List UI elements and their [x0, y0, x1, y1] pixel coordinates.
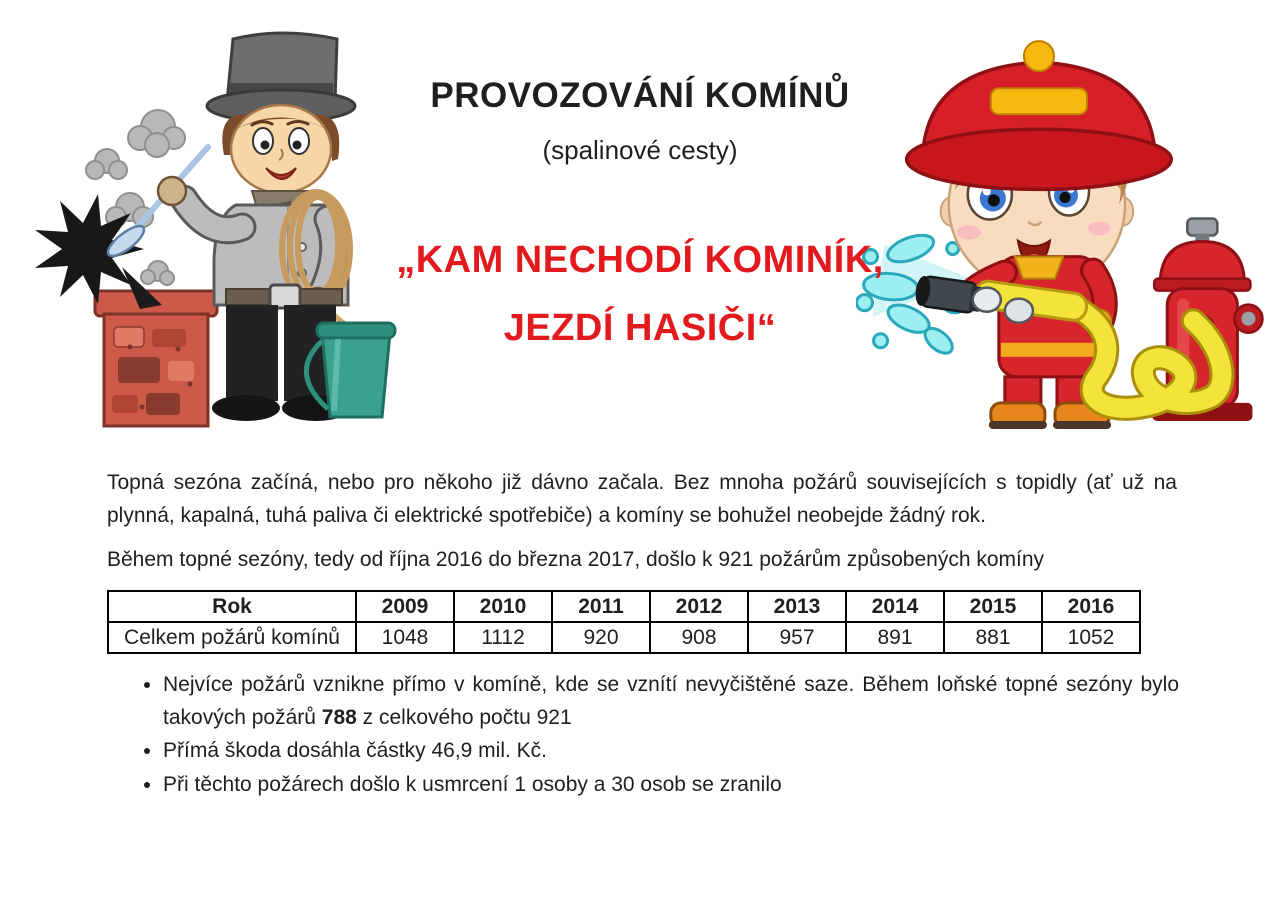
quote-line-2: JEZDÍ HASIČI“ [503, 307, 777, 349]
table-header-cell: 2009 [356, 591, 454, 622]
bullet-item-casualties: • Při těchto požárech došlo k usmrcení 1 osoby a 30 osob se zranilo [163, 769, 1179, 802]
table-cell: 1052 [1042, 622, 1140, 653]
page-subtitle: (spalinové cesty) [542, 135, 738, 165]
intro-paragraph: Topná sezóna začíná, nebo pro někoho již dávno začala. Bez mnoha požárů souvisejících s topidly (ať už na plynná, kapalná, tuhá paliva či elektrické spotřebiče) a komíny se bohužel neobejde žádný rok. [107, 471, 1177, 527]
quote-heading [320, 226, 960, 362]
fires-table-wrapper [107, 590, 1141, 654]
bullet-1-bold-number: 788 [321, 705, 357, 729]
table-header-cell: 2014 [846, 591, 944, 622]
quote-line-1: „KAM NECHODÍ KOMINÍK, [396, 239, 884, 281]
table-row-label: Celkem požárů komínů [108, 622, 356, 653]
bullet-list-wrapper [107, 669, 1179, 802]
table-header-row [108, 591, 1140, 622]
bullet-list [107, 669, 1179, 801]
chimney-fires-table [107, 590, 1141, 654]
table-cell: 957 [748, 622, 846, 653]
chimney-sweep-image [30, 8, 410, 440]
bullet-1-text-2: z celkového počtu 921 [356, 705, 572, 729]
table-header-cell: 2016 [1042, 591, 1140, 622]
season-paragraph: Během topné sezóny, tedy od října 2016 do března 2017, došlo k 921 požárům způsobených komíny [107, 548, 1045, 571]
firefighter-image [856, 4, 1278, 442]
table-cell: 908 [650, 622, 748, 653]
table-cell: 920 [552, 622, 650, 653]
table-header-cell: Rok [108, 591, 356, 622]
page-title: PROVOZOVÁNÍ KOMÍNŮ [430, 76, 850, 115]
chimney [95, 291, 217, 426]
table-cell: 1048 [356, 622, 454, 653]
table-header-cell: 2011 [552, 591, 650, 622]
bullet-item-fires-in-chimney [163, 669, 1179, 734]
table-cell: 1112 [454, 622, 552, 653]
table-cell: 891 [846, 622, 944, 653]
table-data-row [108, 622, 1140, 653]
chimney-sweep-illustration [30, 8, 410, 440]
table-header-cell: 2010 [454, 591, 552, 622]
table-header-cell: 2012 [650, 591, 748, 622]
firefighter-illustration [856, 4, 1278, 442]
bullet-item-damage: • Přímá škoda dosáhla částky 46,9 mil. Kč. [163, 735, 1179, 768]
table-cell: 881 [944, 622, 1042, 653]
bullet-1-text-1: Nejvíce požárů vznikne přímo v komíně, kde se vznítí nevyčištěné saze. Během loňské topné sezóny bylo takových požárů [163, 673, 1179, 729]
table-header-cell: 2013 [748, 591, 846, 622]
table-header-cell: 2015 [944, 591, 1042, 622]
